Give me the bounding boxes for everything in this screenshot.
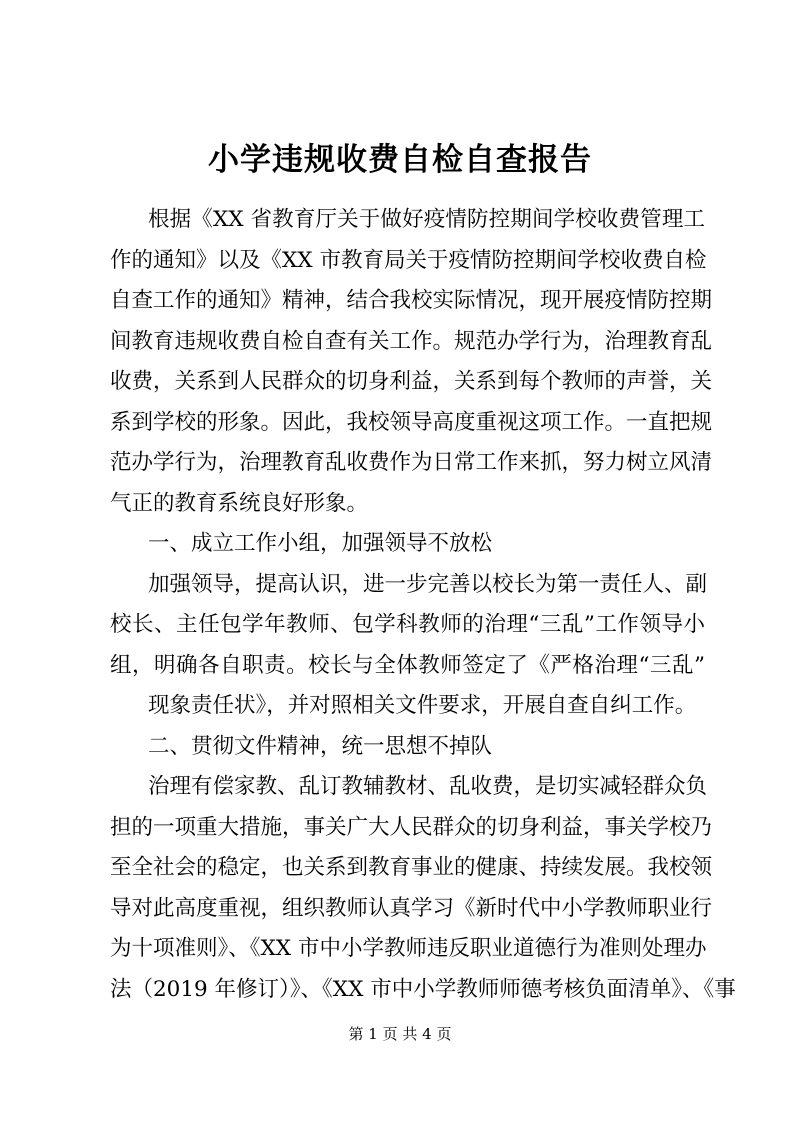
paragraph-line: 收费，关系到人民群众的切身利益，关系到每个教师的声誉，关 [110, 369, 713, 394]
paragraph-line: 校长、主任包学年教师、包学科教师的治理“三乱”工作领导小 [110, 612, 705, 637]
document-title: 小学违规收费自检自查报告 [208, 142, 592, 178]
paragraph-line: 自查工作的通知》精神，结合我校实际情况，现开展疫情防控期 [110, 288, 713, 313]
paragraph-line: 为十项准则》、《XX 市中小学教师违反职业道德行为准则处理办 [110, 936, 707, 961]
paragraph-line: 导对此高度重视，组织教师认真学习《新时代中小学教师职业行 [110, 895, 713, 921]
section-heading: 二、贯彻文件精神，统一思想不掉队 [148, 733, 493, 759]
paragraph-line: 根据《XX 省教育厅关于做好疫情防控期间学校收费管理工 [148, 207, 705, 232]
paragraph-line: 作的通知》以及《XX 市教育局关于疫情防控期间学校收费自检 [110, 247, 707, 273]
paragraph-line: 间教育违规收费自检自查有关工作。规范办学行为，治理教育乱 [110, 328, 713, 354]
paragraph-line: 治理有偿家教、乱订教辅教材、乱收费，是切实减轻群众负 [148, 774, 708, 799]
paragraph-line: 气正的教育系统良好形象。 [110, 490, 369, 516]
paragraph-line: 组，明确各自职责。校长与全体教师签定了《严格治理“三乱” [110, 652, 705, 678]
paragraph-line: 现象责任状》，并对照相关文件要求，开展自查自纠工作。 [148, 693, 697, 718]
paragraph-line: 法（2019 年修订）》、《XX 市中小学教师师德考核负面清单》、《事 [110, 976, 736, 1002]
page-number-footer: 第 1 页 共 4 页 [348, 1025, 452, 1043]
paragraph-line: 至全社会的稳定，也关系到教育事业的健康、持续发展。我校领 [110, 855, 713, 880]
paragraph-line: 加强领导，提高认识，进一步完善以校长为第一责任人、副 [148, 571, 708, 597]
paragraph-line: 系到学校的形象。因此，我校领导高度重视这项工作。一直把规 [110, 409, 713, 435]
document-body [110, 200, 736, 1010]
paragraph-line: 范办学行为，治理教育乱收费作为日常工作来抓，努力树立风清 [110, 450, 713, 475]
paragraph-line: 担的一项重大措施，事关广大人民群众的切身利益，事关学校乃 [110, 814, 713, 840]
section-heading: 一、成立工作小组，加强领导不放松 [148, 531, 493, 556]
